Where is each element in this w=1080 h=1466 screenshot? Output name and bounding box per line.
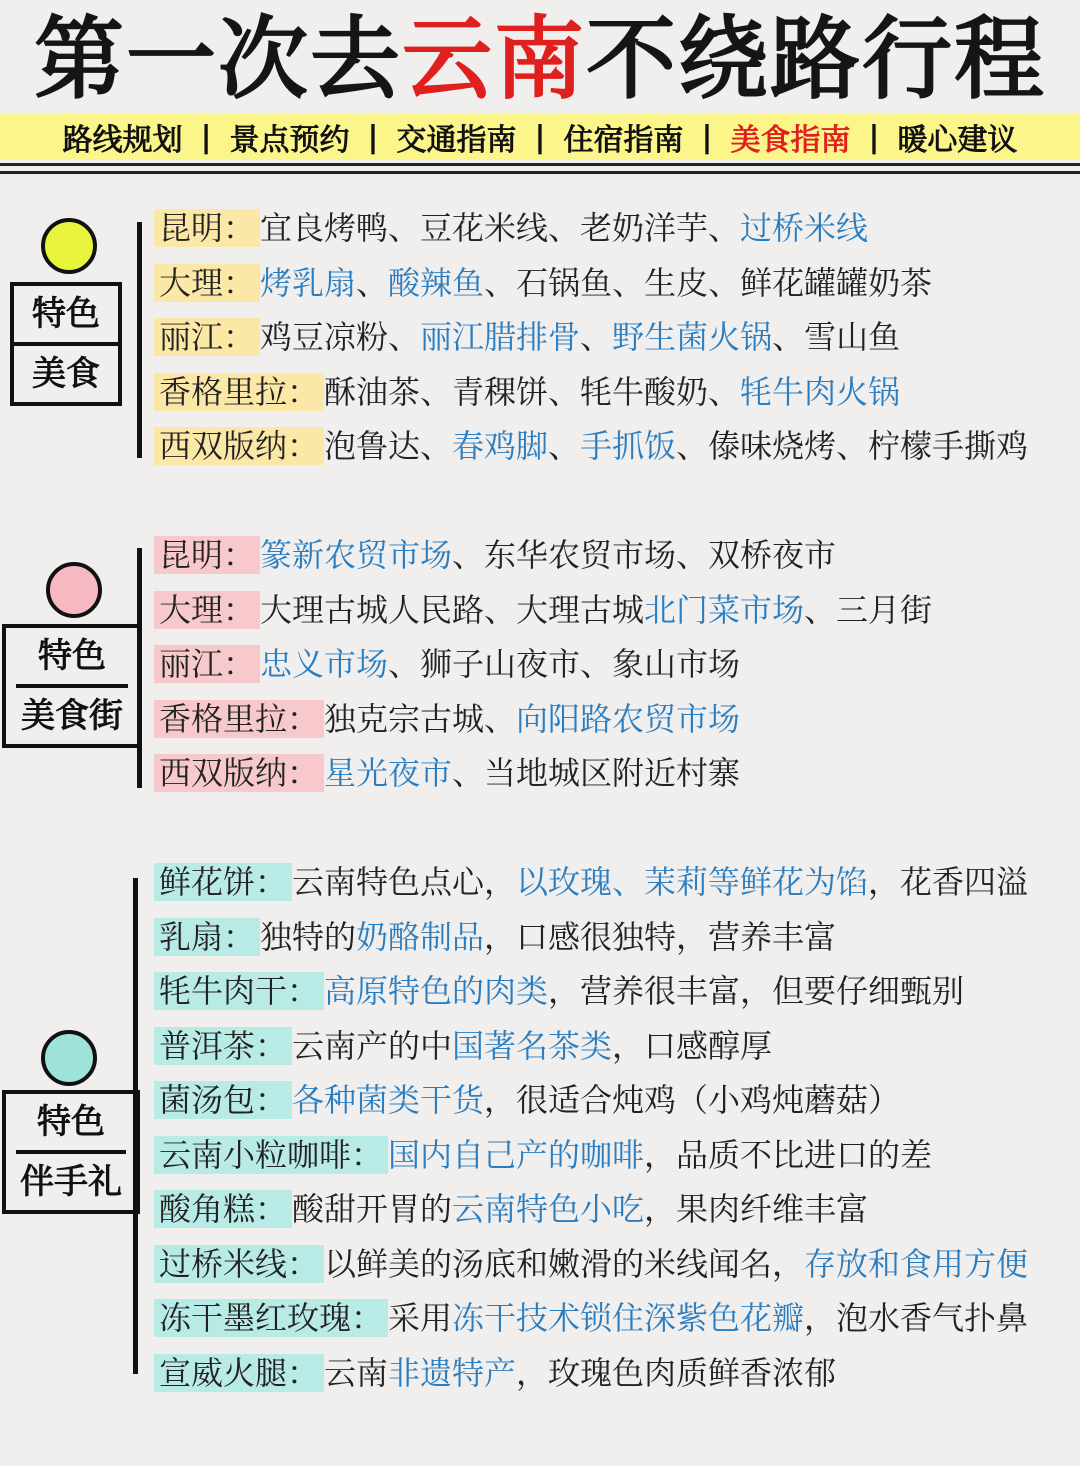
item-label: 鲜花饼： [154,863,292,901]
item-text: 独克宗古城、 [324,699,517,738]
list-item [154,860,1028,908]
list-item [154,1078,900,1126]
section-tag-line2: 美食街 [21,696,123,736]
item-text: 、 [356,263,389,302]
item-label: 昆明： [154,536,260,574]
divider [0,171,1080,174]
item-label: 香格里拉： [154,700,324,738]
item-text: 、 [580,318,613,356]
item-label: 过桥米线： [154,1245,324,1283]
highlight-text: 篆新农贸市场 [260,536,453,574]
list-item [154,1024,772,1072]
section-tag-food-street [2,624,142,748]
item-text: ，口感很独特，营养丰富 [484,917,837,956]
item-text: ，花香四溢 [868,863,1029,901]
highlight-text: 奶酪制品 [356,917,485,956]
list-item [154,1187,868,1235]
list-item [154,1242,1028,1290]
nav-separator: | [534,119,546,155]
item-text: 酸甜开胃的 [292,1190,453,1228]
pink-circle-icon [46,562,102,618]
highlight-text: 星光夜市 [324,754,453,792]
item-text: ，口感醇厚 [612,1026,773,1065]
item-label: 西双版纳： [154,754,324,792]
item-text: 鸡豆凉粉、 [260,318,421,356]
item-text: 泡鲁达、 [324,427,453,465]
section-bracket-line [137,222,142,458]
item-text: 宜良烤鸭、豆花米线、老奶洋芋、 [260,209,741,247]
list-item [154,969,964,1017]
item-text: 、三月街 [804,590,933,629]
item-text: 、当地城区附近村寨 [452,754,741,792]
section-tag-line2: 美食 [32,354,100,394]
list-item [154,588,932,636]
item-label: 牦牛肉干： [154,972,324,1010]
highlight-text: 高原特色的肉类 [324,972,549,1010]
highlight-text: 各种菌类干货 [292,1081,485,1119]
item-text: ，很适合炖鸡（小鸡炖蘑菇） [484,1081,901,1119]
item-label: 宣威火腿： [154,1354,324,1392]
highlight-text: 云南特色小吃 [452,1190,645,1228]
item-label: 酸角糕： [154,1190,292,1228]
highlight-text: 非遗特产 [388,1353,517,1392]
list-item [154,915,836,963]
divider [0,163,1080,166]
highlight-text: 春鸡脚 [452,427,549,465]
item-text: 大理古城人民路、大理古城 [260,590,645,629]
list-item [154,751,740,799]
highlight-text: 野生菌火锅 [612,318,773,356]
item-text: 独特的 [260,917,357,956]
nav-item: 景点预约 [229,123,350,158]
section-tag-food [10,282,122,406]
highlight-text: 牦牛肉火锅 [740,372,901,411]
list-item [154,261,932,309]
yellow-circle-icon [41,218,97,274]
list-item [154,1133,932,1181]
item-text: ，玫瑰色肉质鲜香浓郁 [516,1353,837,1392]
highlight-text: 以玫瑰、茉莉等鲜花为馅 [516,863,869,901]
item-label: 昆明： [154,209,260,247]
item-label: 丽江： [154,645,260,683]
item-label: 香格里拉： [154,373,324,411]
nav-separator: | [200,119,212,155]
item-label: 大理： [154,264,260,302]
highlight-text: 忠义市场 [260,645,389,683]
title-post: 不绕路行程 [586,7,1046,112]
item-text: 以鲜美的汤底和嫩滑的米线闻名， [324,1244,805,1283]
item-label: 丽江： [154,318,260,356]
highlight-text: 冻干技术锁住深紫色花瓣 [452,1299,805,1337]
nav-item: 路线规划 [62,123,183,158]
section-tag-souvenirs [2,1090,140,1214]
page-title [0,8,1080,112]
item-text: 云南特色点心， [292,863,517,901]
item-label: 菌汤包： [154,1081,292,1119]
item-label: 大理： [154,591,260,629]
title-accent: 云南 [402,7,586,112]
nav-separator: | [868,119,880,155]
item-text: 、雪山鱼 [772,318,901,356]
highlight-text: 存放和食用方便 [804,1244,1029,1283]
item-text: 云南产的中 [292,1026,453,1065]
nav-item: 住宿指南 [563,123,684,158]
list-item [154,315,900,363]
list-item [154,697,740,745]
section-bracket-line [137,548,142,788]
nav-item: 暖心建议 [897,123,1018,158]
title-pre: 第一次去 [34,7,402,112]
highlight-text: 烤乳扇 [260,263,357,302]
item-text: 、傣味烧烤、柠檬手撕鸡 [676,427,1029,465]
list-item [154,1351,836,1399]
item-text: ，营养很丰富，但要仔细甄别 [548,972,965,1010]
list-item [154,424,1028,472]
list-item [154,1296,1028,1344]
item-text: 、东华农贸市场、双桥夜市 [452,536,837,574]
item-text: ，泡水香气扑鼻 [804,1299,1029,1337]
item-text: 、石锅鱼、生皮、鲜花罐罐奶茶 [484,263,933,302]
item-text: 、 [548,427,581,465]
list-item [154,642,740,690]
item-label: 乳扇： [154,918,260,956]
section-tag-line1: 特色 [16,1094,126,1154]
nav-separator: | [701,119,713,155]
item-text: ，果肉纤维丰富 [644,1190,869,1228]
category-nav [0,114,1080,160]
highlight-text: 手抓饭 [580,427,677,465]
section-tag-line1: 特色 [16,628,128,688]
item-text: 采用 [388,1299,453,1337]
item-text: 、狮子山夜市、象山市场 [388,645,741,683]
section-tag-line1: 特色 [14,286,118,346]
item-label: 西双版纳： [154,427,324,465]
item-label: 普洱茶： [154,1027,292,1065]
list-item [154,370,900,418]
highlight-text: 北门菜市场 [644,590,805,629]
nav-item: 交通指南 [396,123,517,158]
list-item [154,206,868,254]
teal-circle-icon [41,1030,97,1086]
item-label: 云南小粒咖啡： [154,1136,388,1174]
section-bracket-line [133,878,138,1374]
list-item [154,533,836,581]
nav-separator: | [367,119,379,155]
nav-item: 美食指南 [730,123,851,158]
highlight-text: 酸辣鱼 [388,263,485,302]
highlight-text: 国著名茶类 [452,1026,613,1065]
highlight-text: 过桥米线 [740,209,869,247]
item-text: ，品质不比进口的差 [644,1135,933,1174]
section-tag-line2: 伴手礼 [20,1162,122,1202]
highlight-text: 丽江腊排骨 [420,318,581,356]
item-label: 冻干墨红玫瑰： [154,1299,388,1337]
highlight-text: 国内自己产的咖啡 [388,1135,645,1174]
item-text: 云南 [324,1353,389,1392]
highlight-text: 向阳路农贸市场 [516,699,741,738]
item-text: 酥油茶、青稞饼、牦牛酸奶、 [324,372,741,411]
